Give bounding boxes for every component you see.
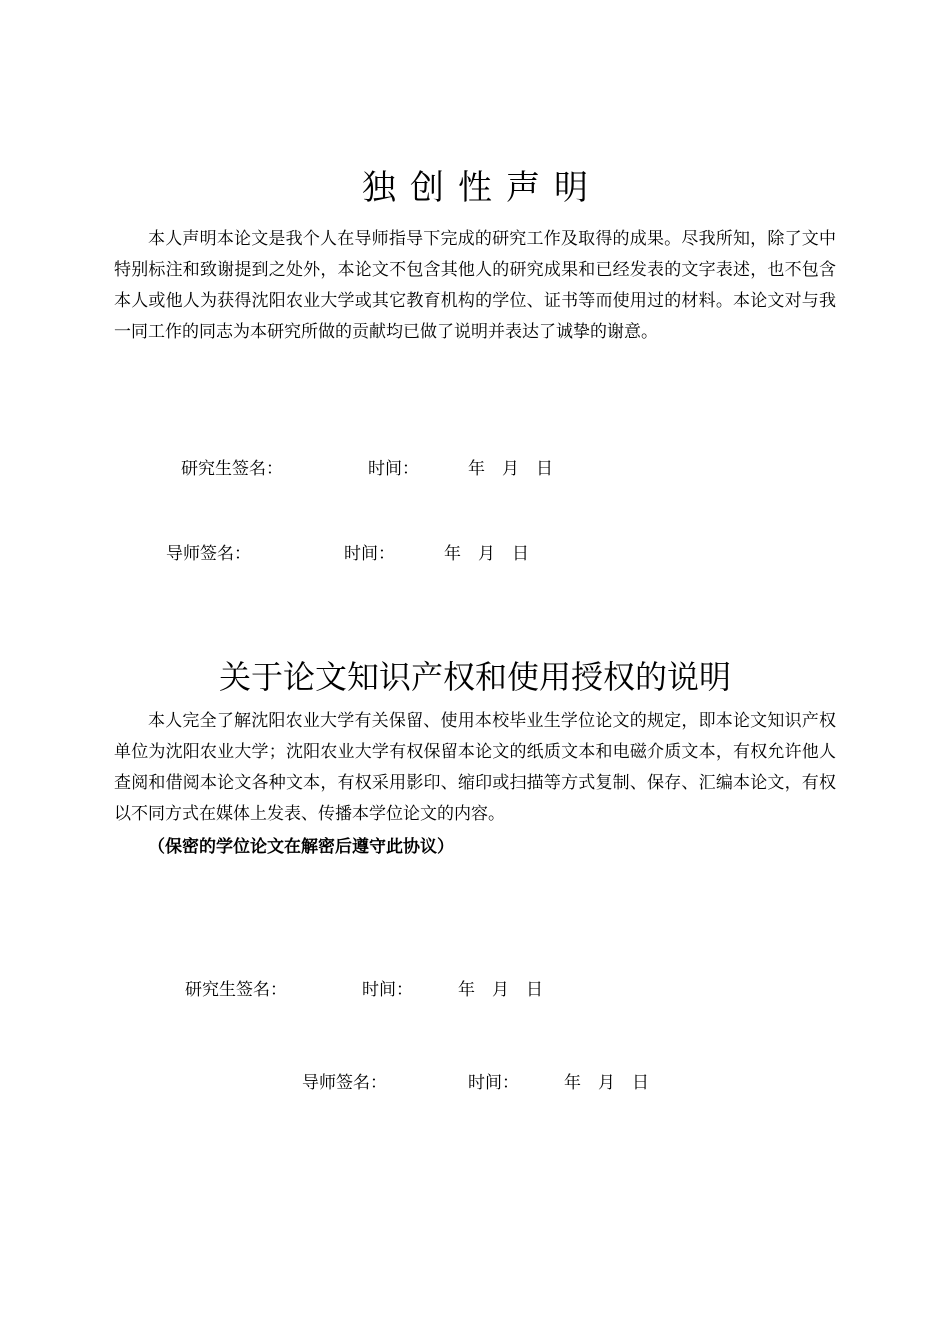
- student-date-units: 年 月 日: [468, 459, 553, 479]
- authorization-advisor-signature-line: [0, 1071, 950, 1095]
- declaration-title: 独创性声明: [362, 168, 602, 208]
- declaration-advisor-signature-line: [0, 542, 950, 566]
- authorization-body: 本人完全了解沈阳农业大学有关保留、使用本校毕业生学位论文的规定，即本论文知识产权单位为沈阳农业大学；沈阳农业大学有权保留本论文的纸质文本和电磁介质文本，有权允许他人查阅和借阅本论文各种文本，有权采用影印、缩印或扫描等方式复制、保存、汇编本论文，有权以不同方式在媒体上发表、传播本学位论文的内容。: [114, 711, 836, 824]
- student-time-label: 时间：: [362, 980, 413, 1000]
- authorization-student-signature-line: [0, 978, 950, 1002]
- advisor-date-units: 年 月 日: [444, 544, 529, 564]
- student-time-label: 时间：: [368, 459, 419, 479]
- advisor-date-units: 年 月 日: [564, 1073, 649, 1093]
- advisor-time-label: 时间：: [344, 544, 395, 564]
- declaration-student-signature-line: [0, 457, 950, 481]
- advisor-signature-label: 导师签名：: [302, 1073, 387, 1093]
- confidential-note: （保密的学位论文在解密后遵守此协议）: [148, 837, 454, 857]
- advisor-time-label: 时间：: [468, 1073, 519, 1093]
- student-signature-label: 研究生签名：: [185, 980, 287, 1000]
- student-date-units: 年 月 日: [458, 980, 543, 1000]
- declaration-body: 本人声明本论文是我个人在导师指导下完成的研究工作及取得的成果。尽我所知，除了文中特别标注和致谢提到之处外，本论文不包含其他人的研究成果和已经发表的文字表述，也不包含本人或他人为获得沈阳农业大学或其它教育机构的学位、证书等而使用过的材料。本论文对与我一同工作的同志为本研究所做的贡献均已做了说明并表达了诚挚的谢意。: [114, 229, 836, 342]
- student-signature-label: 研究生签名：: [181, 459, 283, 479]
- authorization-title: 关于论文知识产权和使用授权的说明: [218, 658, 731, 696]
- advisor-signature-label: 导师签名：: [166, 544, 251, 564]
